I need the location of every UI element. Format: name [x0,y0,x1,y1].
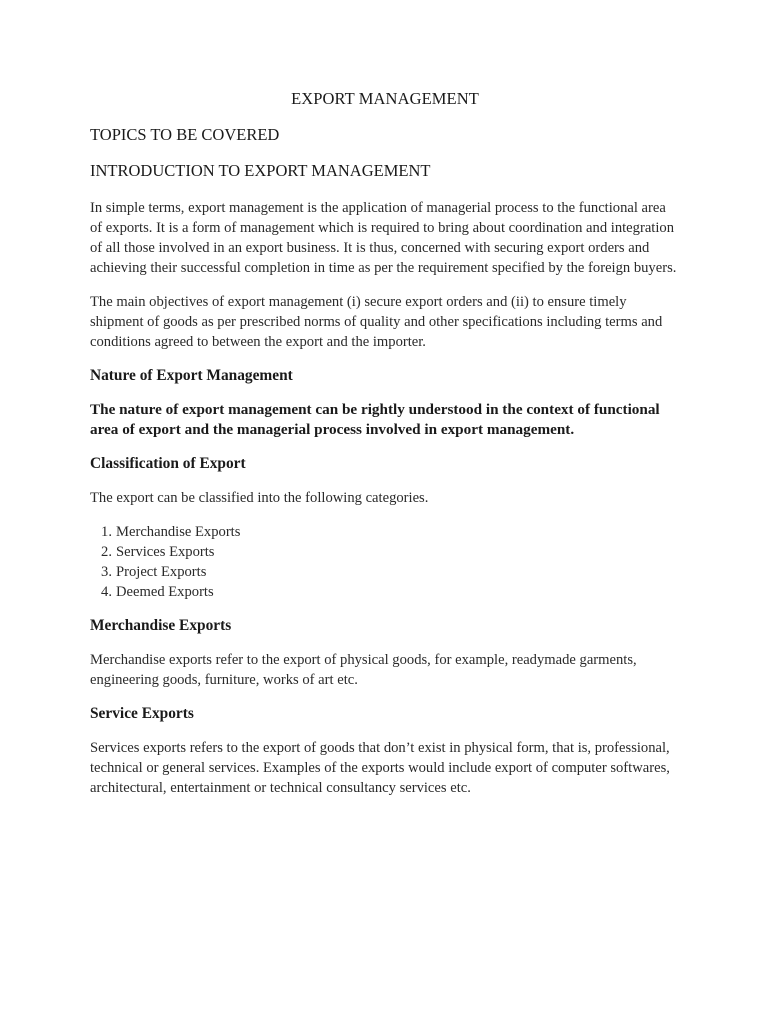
classification-heading: Classification of Export [90,455,246,472]
list-item-label: Project Exports [116,564,207,580]
document-body [90,88,680,798]
document-title: EXPORT MANAGEMENT [291,89,479,108]
categories-list [90,522,680,602]
list-item-number: 1. [101,524,112,540]
list-item-label: Services Exports [116,544,215,560]
list-item [90,542,680,562]
intro-paragraph-1: In simple terms, export management is the application of managerial process to the functional area of exports. It is a form of management which is required to bring about coordination and integration of all those involved in an export business. It is thus, concerned with securing export orders and achieving their successful completion in time as per the requirement specified by the foreign buyers. [90,200,677,276]
nature-paragraph: The nature of export management can be rightly understood in the context of functional area of export and the managerial process involved in export management. [90,401,660,438]
list-item-label: Deemed Exports [116,584,214,600]
list-item-label: Merchandise Exports [116,524,241,540]
list-item-number: 3. [101,564,112,580]
intro-heading: INTRODUCTION TO EXPORT MANAGEMENT [90,161,431,180]
list-item [90,562,680,582]
service-paragraph: Services exports refers to the export of goods that don’t exist in physical form, that is, professional, technical or general services. Examples of the exports would include export of computer softwares, architectural, entertainment or technical consultancy services etc. [90,740,670,796]
list-item-number: 4. [101,584,112,600]
list-item-number: 2. [101,544,112,560]
list-item [90,522,680,542]
topics-heading: TOPICS TO BE COVERED [90,125,280,144]
merchandise-paragraph: Merchandise exports refer to the export of physical goods, for example, readymade garments, engineering goods, furniture, works of art etc. [90,652,637,688]
list-item [90,582,680,602]
nature-heading: Nature of Export Management [90,367,293,384]
intro-paragraph-2: The main objectives of export management (i) secure export orders and (ii) to ensure timely shipment of goods as per prescribed norms of quality and other specifications including terms and conditions agreed to between the export and the importer. [90,294,663,350]
service-heading: Service Exports [90,705,194,722]
classification-paragraph: The export can be classified into the following categories. [90,490,429,506]
merchandise-heading: Merchandise Exports [90,617,232,634]
